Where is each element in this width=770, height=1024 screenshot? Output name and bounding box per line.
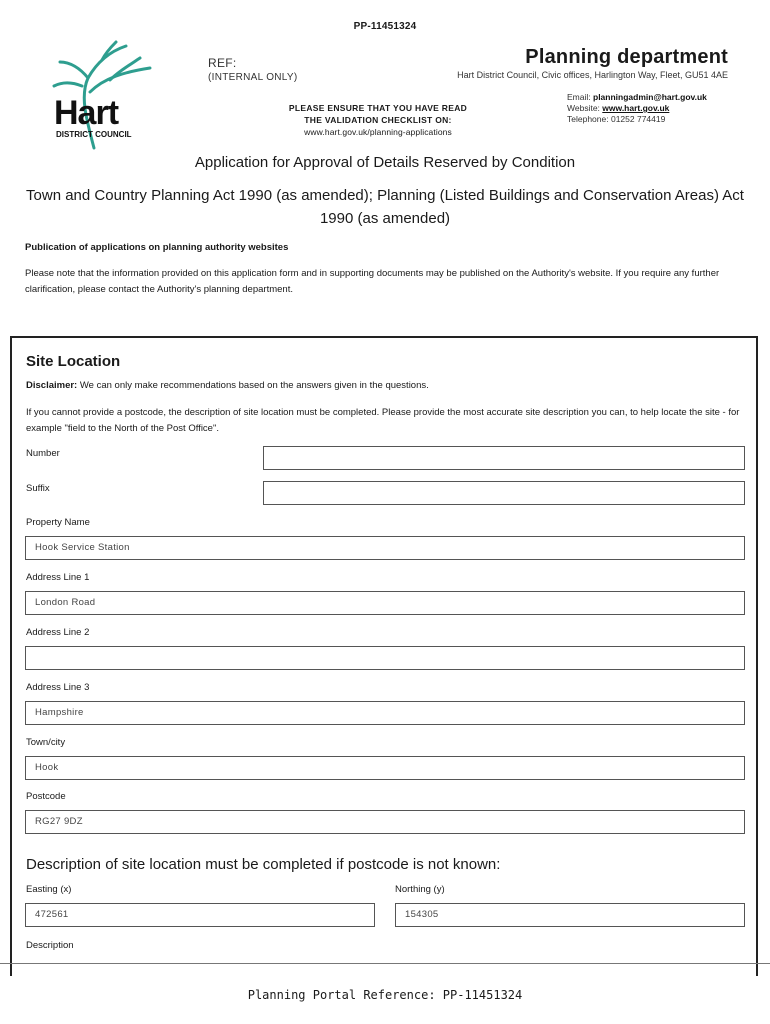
address-line-2-label: Address Line 2: [26, 627, 90, 638]
website-label: Website:: [567, 103, 600, 113]
email-link[interactable]: planningadmin@hart.gov.uk: [593, 92, 707, 102]
northing-field[interactable]: 154305: [395, 903, 745, 927]
ref-label: REF:: [208, 56, 237, 70]
property-name-label: Property Name: [26, 517, 90, 528]
notice-line-2: THE VALIDATION CHECKLIST ON:: [304, 115, 452, 125]
town-label: Town/city: [26, 737, 66, 748]
address-line-1-label: Address Line 1: [26, 572, 90, 583]
easting-label: Easting (x): [26, 884, 72, 895]
ref-block: [208, 56, 298, 83]
address-line-3-field[interactable]: Hampshire: [25, 701, 745, 725]
footer-reference: Planning Portal Reference: PP-11451324: [247, 988, 523, 1002]
email-row: [567, 92, 707, 103]
easting-field[interactable]: 472561: [25, 903, 375, 927]
ref-note: (INTERNAL ONLY): [208, 72, 298, 83]
description-heading: Description of site location must be completed if postcode is not known:: [26, 856, 501, 873]
email-label: Email:: [567, 92, 591, 102]
publication-heading: Publication of applications on planning authority websites: [25, 242, 289, 253]
telephone-number: 01252 774419: [610, 114, 666, 124]
address-line-1-field[interactable]: London Road: [25, 591, 745, 615]
pp-reference-number: PP-11451324: [353, 21, 417, 32]
property-name-field[interactable]: Hook Service Station: [25, 536, 745, 560]
address-line-3-label: Address Line 3: [26, 682, 90, 693]
section-title: Site Location: [26, 353, 121, 370]
town-field[interactable]: Hook: [25, 756, 745, 780]
department-address: Hart District Council, Civic offices, Harlington Way, Fleet, GU51 4AE: [457, 70, 728, 80]
validation-notice: [260, 102, 496, 138]
notice-url[interactable]: www.hart.gov.uk/planning-applications: [304, 127, 452, 137]
form-subtitle: Town and Country Planning Act 1990 (as amended); Planning (Listed Buildings and Conservation Areas) Act 1990 (as amended): [26, 187, 744, 227]
number-label: Number: [26, 448, 60, 459]
publication-text: Please note that the information provided on this application form and in supporting documents may be published on the Authority's website. If you require any further clarification, please contact the Authority's planning department.: [25, 268, 720, 295]
notice-line-1: PLEASE ENSURE THAT YOU HAVE READ: [288, 103, 468, 113]
page-divider: [0, 963, 770, 964]
hart-logo: [46, 38, 158, 150]
number-field[interactable]: [263, 446, 745, 470]
contact-details: [567, 92, 707, 125]
website-link[interactable]: www.hart.gov.uk: [602, 103, 670, 113]
description-label: Description: [26, 940, 74, 951]
telephone-row: [567, 114, 707, 125]
site-location-intro: If you cannot provide a postcode, the description of site location must be completed. Please provide the most accurate site description you can, to help locate the site - for example "field to the North of the Post Office".: [26, 407, 740, 434]
postcode-field[interactable]: RG27 9DZ: [25, 810, 745, 834]
telephone-label: Telephone:: [567, 114, 609, 124]
logo-subtitle: DISTRICT COUNCIL: [56, 130, 132, 139]
address-line-2-field[interactable]: [25, 646, 745, 670]
disclaimer-text: We can only make recommendations based on the answers given in the questions.: [79, 380, 429, 391]
disclaimer: [26, 380, 429, 391]
postcode-label: Postcode: [26, 791, 66, 802]
form-title: Application for Approval of Details Reserved by Condition: [194, 154, 576, 171]
suffix-label: Suffix: [26, 483, 50, 494]
website-row: [567, 103, 707, 114]
logo-name: Hart: [54, 94, 119, 132]
disclaimer-label: Disclaimer:: [26, 380, 78, 391]
department-title: Planning department: [525, 46, 728, 68]
northing-label: Northing (y): [395, 884, 445, 895]
suffix-field[interactable]: [263, 481, 745, 505]
